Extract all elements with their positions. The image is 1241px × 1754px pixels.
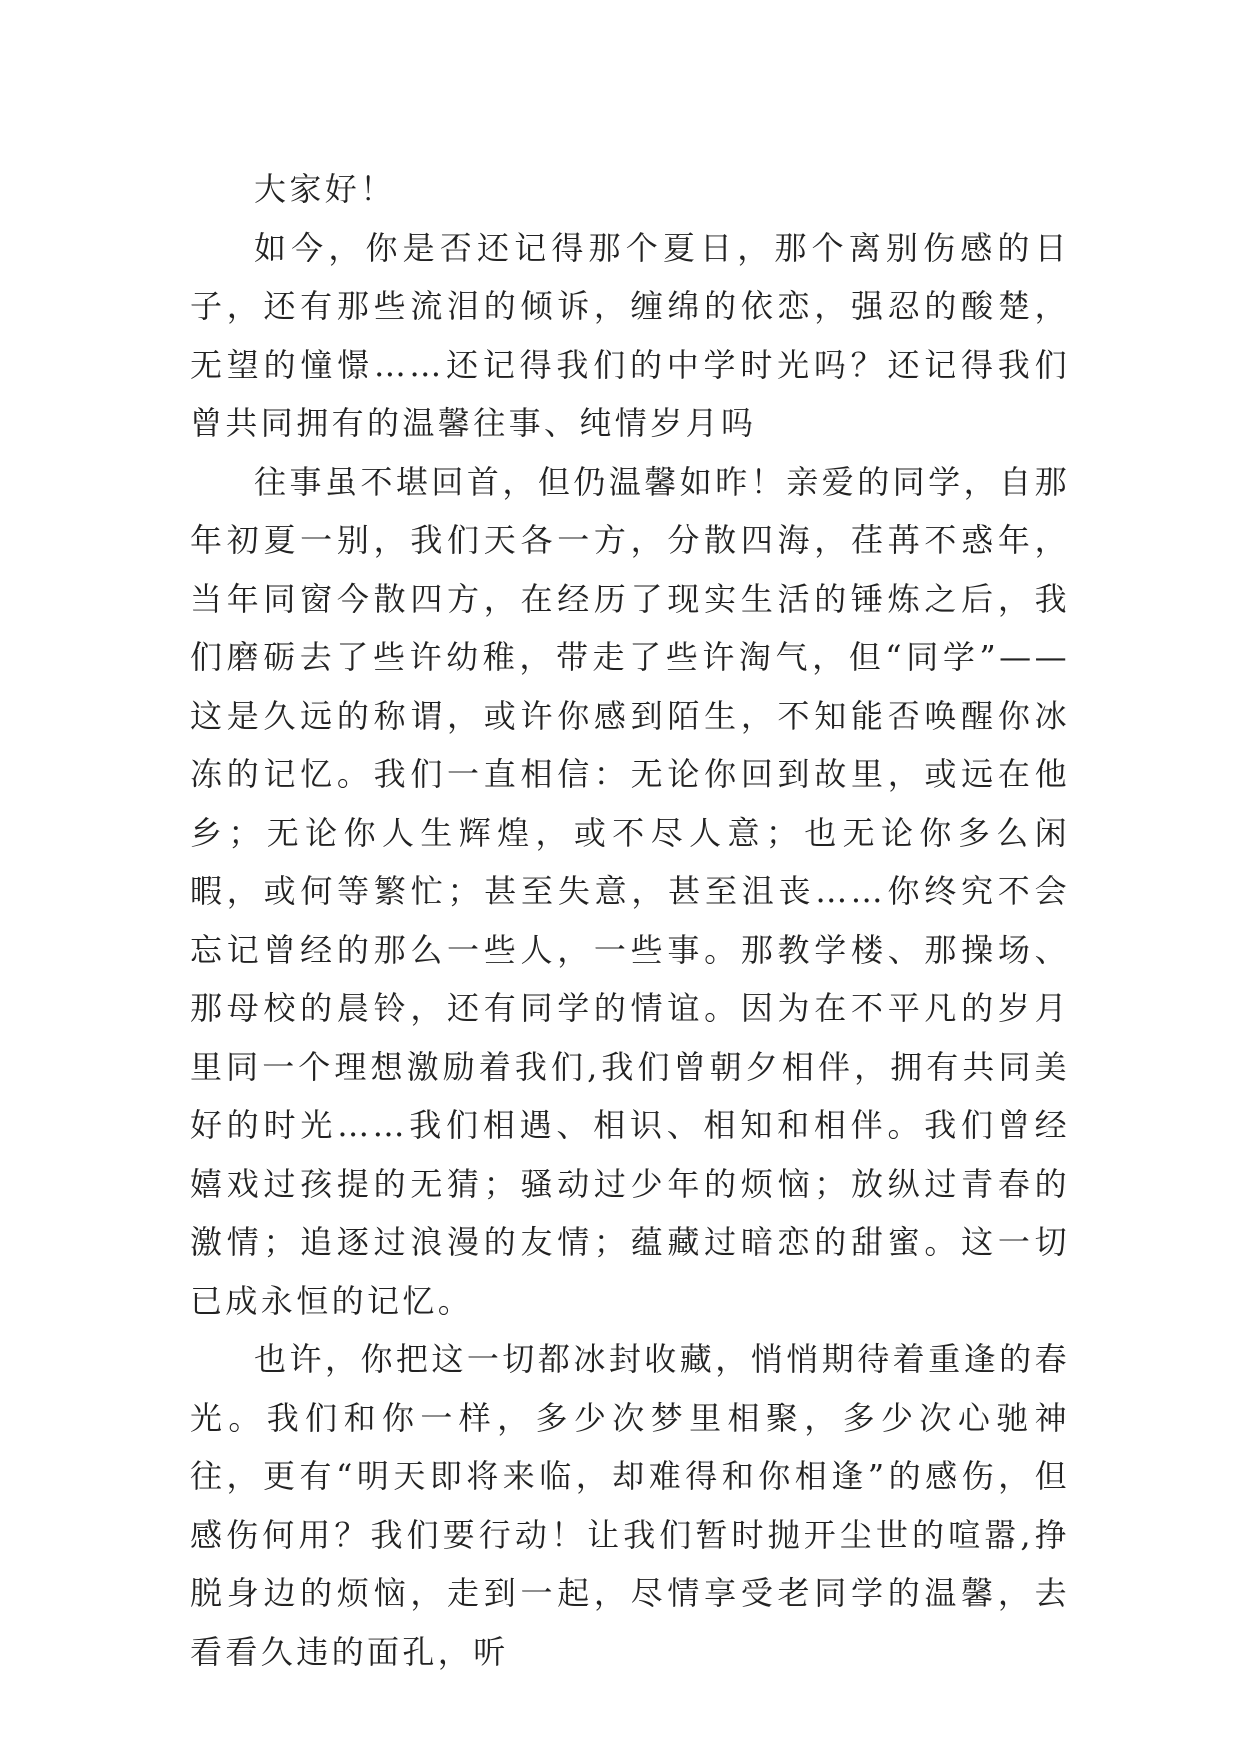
paragraph-past: 往事虽不堪回首，但仍温馨如昨！亲爱的同学，自那年初夏一别，我们天各一方，分散四海，荏苒不惑年，当年同窗今散四方，在经历了现实生活的锤炼之后，我们磨砺去了些许幼稚，带走了些许淘气，但“同学”——这是久远的称谓，或许你感到陌生，不知能否唤醒你冰冻的记忆。我们一直相信：无论你回到故里，或远在他乡；无论你人生辉煌，或不尽人意；也无论你多么闲暇，或何等繁忙；甚至失意，甚至沮丧……你终究不会忘记曾经的那么一些人，一些事。那教学楼、那操场、那母校的晨铃，还有同学的情谊。因为在不平凡的岁月里同一个理想激励着我们,我们曾朝夕相伴，拥有共同美好的时光……我们相遇、相识、相知和相伴。我们曾经嬉戏过孩提的无猜；骚动过少年的烦恼；放纵过青春的激情；追逐过浪漫的友情；蕴藏过暗恋的甜蜜。这一切已成永恒的记忆。 [190, 462, 1070, 1320]
paragraph-memories: 如今，你是否还记得那个夏日，那个离别伤感的日子，还有那些流泪的倾诉，缠绵的依恋，强忍的酸楚，无望的憧憬……还记得我们的中学时光吗？还记得我们曾共同拥有的温馨往事、纯情岁月吗 [190, 228, 1070, 442]
paragraph-reunion: 也许，你把这一切都冰封收藏，悄悄期待着重逢的春光。我们和你一样，多少次梦里相聚，多少次心驰神往，更有“明天即将来临，却难得和你相逢”的感伤，但感伤何用？我们要行动！让我们暂时抛开尘世的喧嚣,挣脱身边的烦恼，走到一起，尽情享受老同学的温馨，去看看久违的面孔，听 [190, 1340, 1070, 1671]
letter-body [190, 160, 1070, 1681]
paragraph-greeting: 大家好！ [254, 170, 396, 208]
